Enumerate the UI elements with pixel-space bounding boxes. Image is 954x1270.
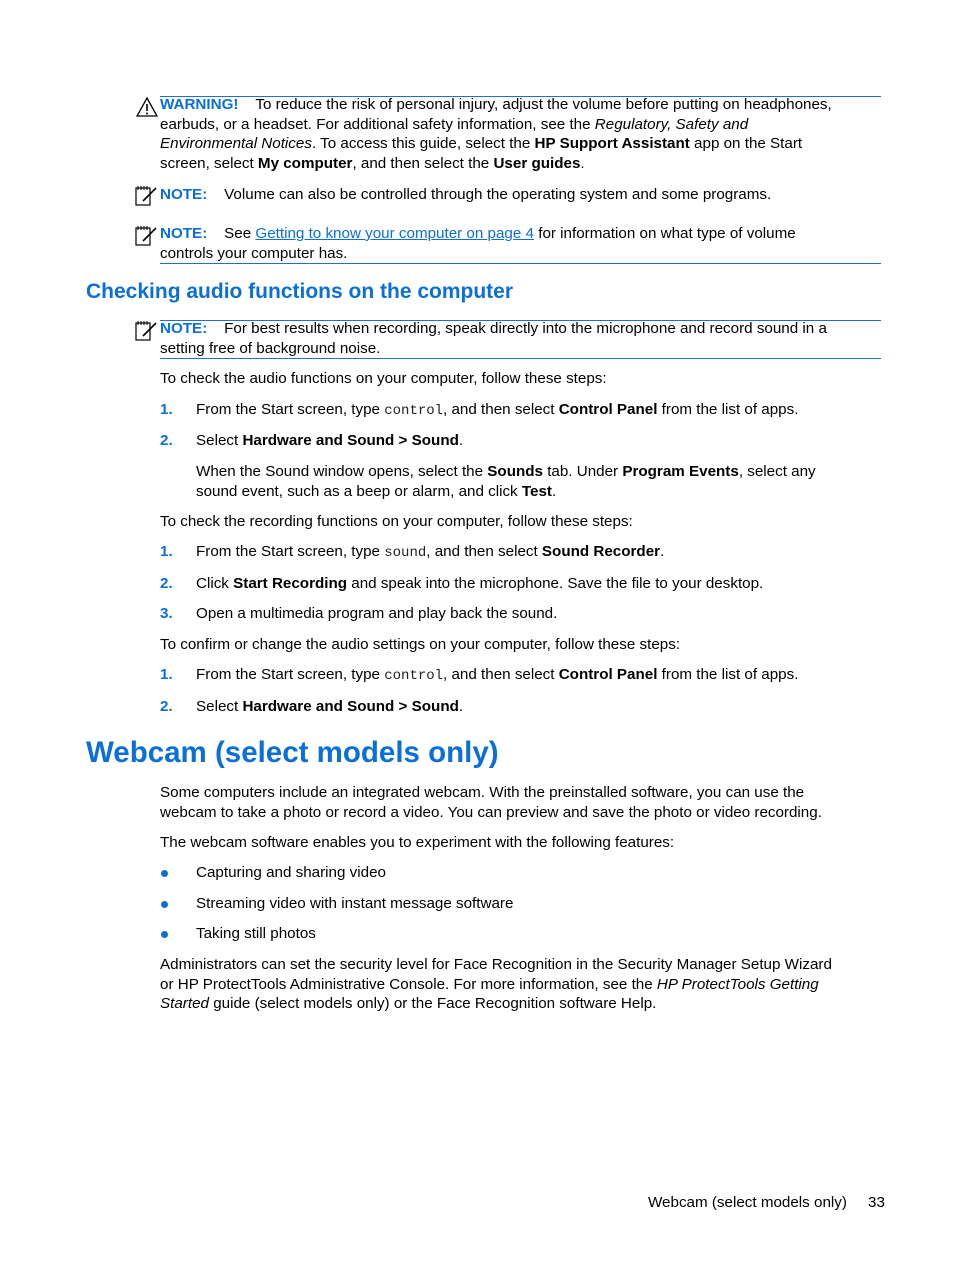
step-number: 2. bbox=[160, 575, 173, 592]
note-volume: NOTE: Volume can also be controlled through the operating system and some programs. bbox=[160, 186, 772, 203]
audio-step-2: Select Hardware and Sound > Sound. bbox=[196, 432, 464, 449]
page-number: 33 bbox=[868, 1194, 885, 1211]
getting-to-know-link[interactable]: Getting to know your computer on page 4 bbox=[255, 225, 534, 242]
bullet-icon bbox=[161, 931, 168, 938]
settings-step-2: Select Hardware and Sound > Sound. bbox=[196, 698, 464, 715]
chapter-heading: Webcam (select models only) bbox=[86, 736, 499, 769]
note-bottom-rule bbox=[160, 263, 881, 264]
warning-label: WARNING! bbox=[160, 96, 239, 113]
record-step-1: From the Start screen, type sound, and then select Sound Recorder. bbox=[196, 543, 665, 561]
settings-intro: To confirm or change the audio settings on your computer, follow these steps: bbox=[160, 636, 681, 653]
note-pad-icon bbox=[134, 184, 158, 208]
note-pad-icon bbox=[134, 224, 158, 248]
warning-triangle-icon bbox=[136, 97, 158, 117]
record-intro: To check the recording functions on your computer, follow these steps: bbox=[160, 513, 633, 530]
step-number: 2. bbox=[160, 432, 173, 449]
settings-step-1: From the Start screen, type control, and then select Control Panel from the list of apps. bbox=[196, 666, 799, 684]
record-step-3: Open a multimedia program and play back the sound. bbox=[196, 605, 558, 622]
note-pad-icon bbox=[134, 319, 158, 343]
feature-item: Streaming video with instant message software bbox=[196, 895, 514, 912]
webcam-intro: Some computers include an integrated webcam. With the preinstalled software, you can use the webcam to take a photo or record a video. You can preview and save the photo or video recording. bbox=[160, 784, 822, 821]
footer-title: Webcam (select models only) bbox=[648, 1194, 847, 1211]
webcam-features-intro: The webcam software enables you to experiment with the following features: bbox=[160, 834, 675, 851]
feature-item: Capturing and sharing video bbox=[196, 864, 386, 881]
note-volume-controls: NOTE: See Getting to know your computer on page 4 for information on what type of volume controls your computer has. bbox=[160, 225, 796, 262]
step-number: 1. bbox=[160, 543, 173, 560]
bullet-icon bbox=[161, 870, 168, 877]
step-number: 2. bbox=[160, 698, 173, 715]
audio-intro: To check the audio functions on your computer, follow these steps: bbox=[160, 370, 607, 387]
record-step-2: Click Start Recording and speak into the microphone. Save the file to your desktop. bbox=[196, 575, 764, 592]
audio-step-1: From the Start screen, type control, and then select Control Panel from the list of apps. bbox=[196, 401, 799, 419]
step-number: 1. bbox=[160, 666, 173, 683]
audio-step-2-detail: When the Sound window opens, select the Sounds tab. Under Program Events, select any sound event, such as a beep or alarm, and click Test. bbox=[196, 463, 816, 500]
step-number: 1. bbox=[160, 401, 173, 418]
bullet-icon bbox=[161, 901, 168, 908]
section-heading: Checking audio functions on the computer bbox=[86, 280, 514, 303]
feature-item: Taking still photos bbox=[196, 925, 316, 942]
page-footer bbox=[648, 1193, 885, 1213]
note-recording: NOTE: For best results when recording, speak directly into the microphone and record sound in a setting free of background noise. bbox=[160, 320, 827, 357]
face-recognition-paragraph: Administrators can set the security level for Face Recognition in the Security Manager Setup Wizard or HP ProtectTools Administrative Console. For more information, see the HP ProtectTools Getting Started guide (select models only) or the Face Recognition software Help. bbox=[160, 956, 832, 1012]
step-number: 3. bbox=[160, 605, 173, 622]
note-bottom-rule bbox=[160, 358, 881, 359]
warning-block: WARNING! To reduce the risk of personal injury, adjust the volume before putting on headphones, earbuds, or a headset. For additional safety information, see the Regulatory, Safety and Environmental Notices. To access this guide, select the HP Support Assistant app on the Start screen, select My computer, and then select the User guides. bbox=[160, 96, 832, 172]
